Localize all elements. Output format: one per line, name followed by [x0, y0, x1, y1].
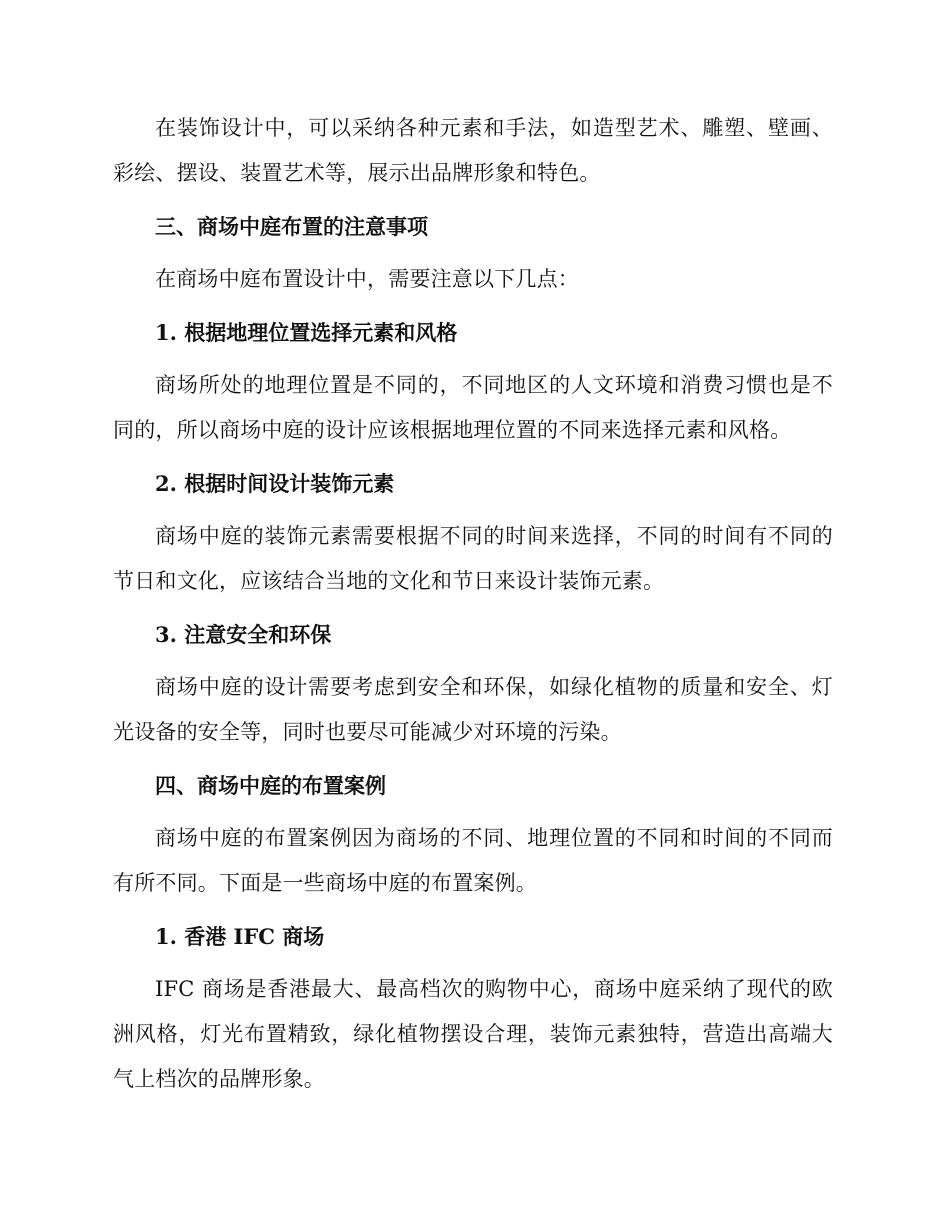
- paragraph-notes-intro: 在商场中庭布置设计中，需要注意以下几点：: [155, 267, 579, 291]
- paragraph-decoration-methods: 在装饰设计中，可以采纳各种元素和手法，如造型艺术、雕塑、壁画、彩绘、摆设、装置艺术等，展示出品牌形象和特色。: [113, 116, 833, 185]
- paragraph-cases-intro: 商场中庭的布置案例因为商场的不同、地理位置的不同和时间的不同而有所不同。下面是一些商场中庭的布置案例。: [113, 826, 833, 895]
- heading-section-4: 四、商场中庭的布置案例: [155, 773, 386, 798]
- heading-item-time: 2. 根据时间设计装饰元素: [155, 471, 395, 496]
- document-body: [113, 106, 833, 1102]
- heading-item-safety: 3. 注意安全和环保: [155, 622, 332, 647]
- heading-section-3: 三、商场中庭布置的注意事项: [155, 214, 428, 239]
- paragraph-location: 商场所处的地理位置是不同的，不同地区的人文环境和消费习惯也是不同的，所以商场中庭的设计应该根据地理位置的不同来选择元素和风格。: [113, 373, 833, 442]
- paragraph-time: 商场中庭的装饰元素需要根据不同的时间来选择，不同的时间有不同的节日和文化，应该结合当地的文化和节日来设计装饰元素。: [113, 524, 833, 593]
- heading-case-ifc: 1. 香港 IFC 商场: [155, 924, 325, 949]
- paragraph-safety: 商场中庭的设计需要考虑到安全和环保，如绿化植物的质量和安全、灯光设备的安全等，同时也要尽可能减少对环境的污染。: [113, 675, 833, 744]
- heading-item-location: 1. 根据地理位置选择元素和风格: [155, 320, 458, 345]
- paragraph-case-ifc: IFC 商场是香港最大、最高档次的购物中心，商场中庭采纳了现代的欧洲风格，灯光布置精致，绿化植物摆设合理，装饰元素独特，营造出高端大气上档次的品牌形象。: [113, 977, 833, 1091]
